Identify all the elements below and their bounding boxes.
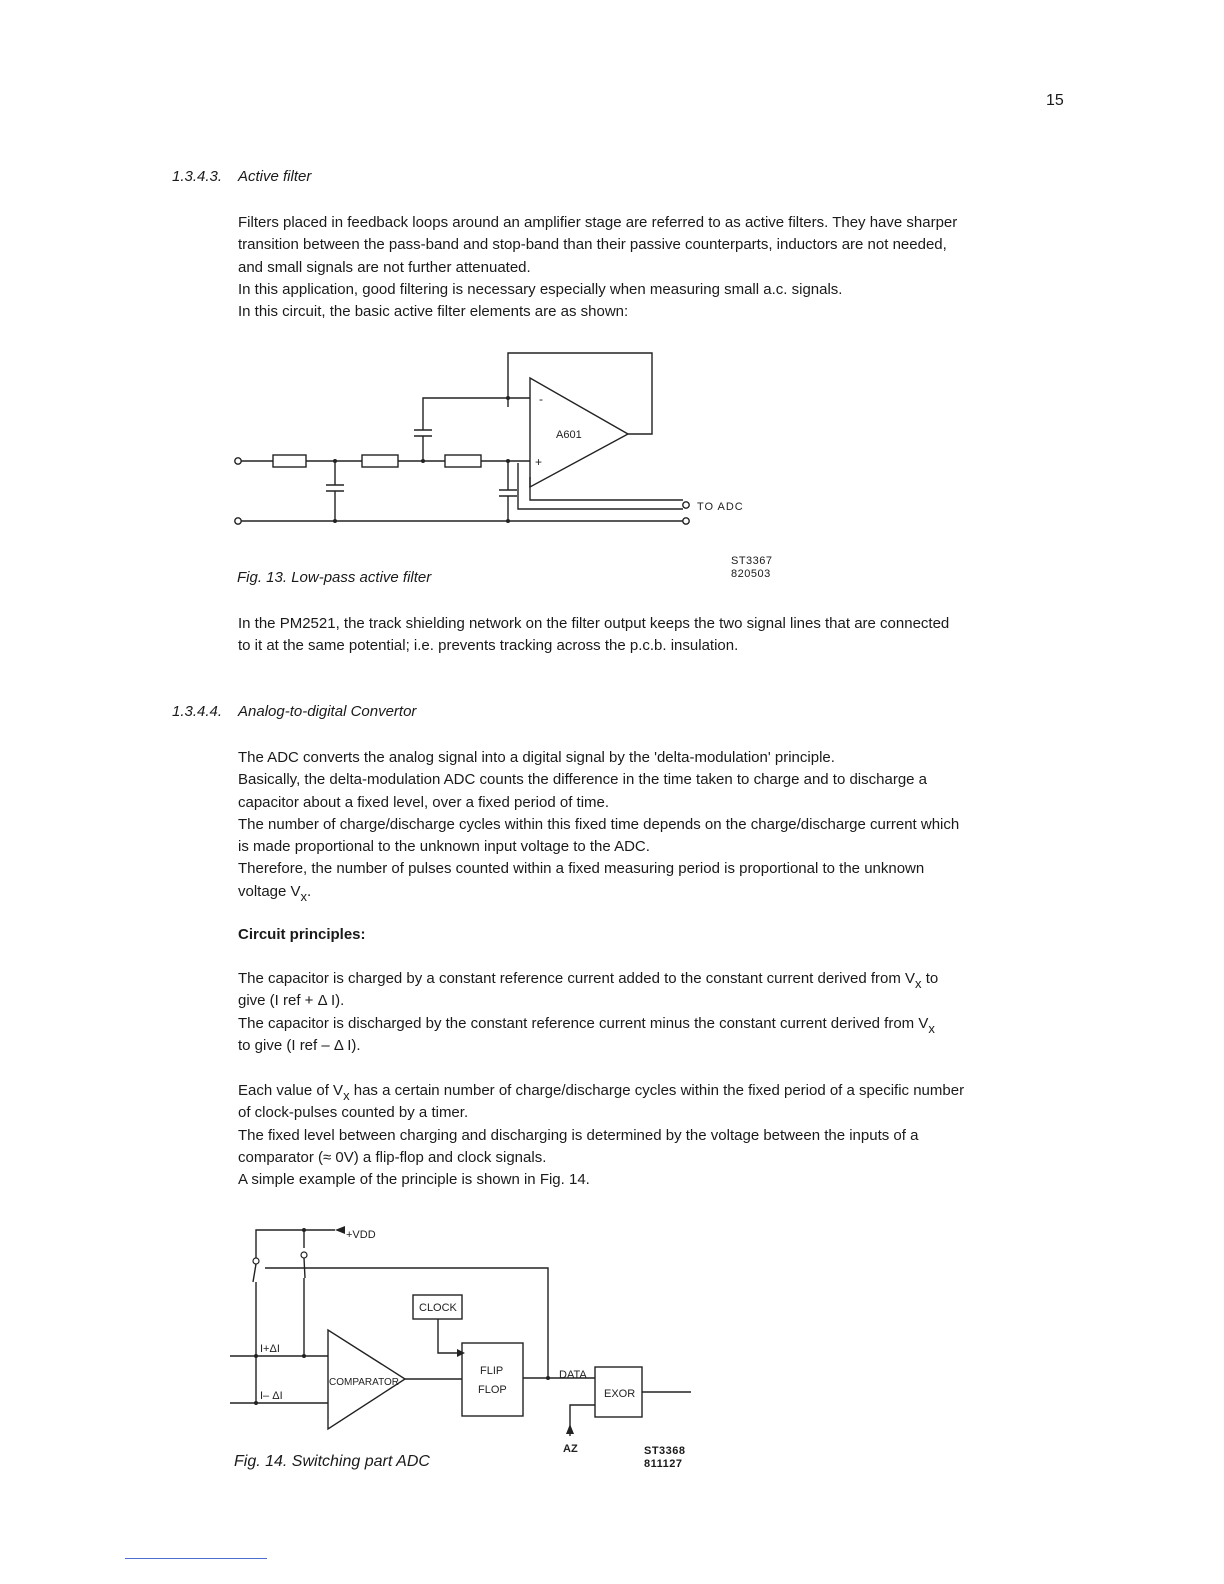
opamp-plus: + [535,455,543,469]
exor-label: EXOR [604,1388,636,1400]
fig13-code [731,555,773,581]
fig13-code-2: 820503 [731,568,771,580]
body-line: Basically, the delta-modulation ADC counts the difference in the time taken to charge and to discharge a [238,771,928,789]
p3-text: Each value of V [238,1082,344,1099]
p1-text: The capacitor is charged by a constant reference current added to the constant current derived from V [238,970,916,987]
body-line: capacitor about a fixed level, over a fixed period of time. [238,793,610,811]
fig14-schematic [225,1220,705,1460]
clock-label: CLOCK [419,1302,457,1314]
fig13-schematic [225,345,765,535]
section2-body [238,747,1068,903]
subscript-x: x [915,976,922,991]
after-fig13-text [238,613,1068,658]
fig14-code [644,1445,686,1471]
body-line: give (I ref + Δ I). [238,992,345,1010]
circuit-principles-heading: Circuit principles: [238,926,366,943]
fig14-code-1: ST3368 [644,1445,686,1457]
body-line: to give (I ref – Δ I). [238,1036,361,1054]
subscript-x: x [300,888,308,904]
az-label: AZ [563,1443,578,1455]
body-line: In this circuit, the basic active filter elements are as shown: [238,303,629,321]
body-line: In the PM2521, the track shielding network on the filter output keeps the two signal lines that are connected [238,615,950,632]
voltage-text: voltage V [238,882,301,900]
p3-text-end: has a certain number of charge/discharge cycles within the fixed period of a specific number [349,1082,965,1099]
body-line: Therefore, the number of pulses counted within a fixed measuring period is proportional to the unknown [238,860,925,878]
fig13-caption: Fig. 13. Low-pass active filter [237,569,432,586]
page-number: 15 [1046,92,1064,109]
body-line: The fixed level between charging and discharging is determined by the voltage between the inputs of a [238,1126,919,1144]
i-plus-label: I+ΔI [260,1343,280,1355]
body-line [238,881,1068,903]
output-label: TO ADC [697,501,744,513]
principle-charge [238,968,1068,1057]
i-minus-label: I– ΔI [260,1390,283,1402]
vdd-label: +VDD [346,1229,376,1241]
p2-text: The capacitor is discharged by the constant reference current minus the constant current derived from V [238,1014,929,1032]
body-line [238,1080,1078,1102]
body-line: is made proportional to the unknown input voltage to the ADC. [238,838,650,856]
body-line: The ADC converts the analog signal into a digital signal by the 'delta-modulation' principle. [238,749,835,766]
fig13-code-1: ST3367 [731,555,773,567]
body-line [238,1013,1068,1035]
p1-text-end: to [921,970,939,987]
opamp-label: A601 [556,429,582,441]
subscript-x: x [343,1088,350,1103]
body-line: comparator (≈ 0V) a flip-flop and clock signals. [238,1148,547,1166]
body-line [238,968,1068,990]
flip-label: FLIP [480,1365,504,1377]
section1-body [238,212,1068,323]
body-line: to it at the same potential; i.e. prevents tracking across the p.c.b. insulation. [238,637,739,655]
flop-label: FLOP [478,1384,507,1396]
fig14-code-2: 811127 [644,1458,683,1470]
comparator-label: COMPARATOR [329,1377,400,1388]
voltage-end: . [307,882,312,900]
fig14-caption: Fig. 14. Switching part ADC [234,1453,430,1470]
body-line: In this application, good filtering is necessary especially when measuring small a.c. signals. [238,280,843,298]
section-title: Analog-to-digital Convertor [238,703,417,720]
body-line: and small signals are not further attenuated. [238,258,531,276]
body-line: transition between the pass-band and stop-band than their passive counterparts, inductors are not needed, [238,236,947,254]
body-line: A simple example of the principle is shown in Fig. 14. [238,1171,590,1189]
body-line: The number of charge/discharge cycles within this fixed time depends on the charge/discharge current which [238,815,960,833]
data-label: DATA [559,1369,587,1381]
section-number: 1.3.4.3. [172,168,223,185]
principle-cycles [238,1080,1078,1191]
footer-rule [125,1558,267,1559]
opamp-minus: - [539,392,543,406]
body-line: of clock-pulses counted by a timer. [238,1104,469,1122]
body-line: Filters placed in feedback loops around an amplifier stage are referred to as active filters. They have sharper [238,214,958,231]
subscript-x: x [928,1020,935,1036]
section-title: Active filter [238,168,312,185]
section-number: 1.3.4.4. [172,703,223,720]
